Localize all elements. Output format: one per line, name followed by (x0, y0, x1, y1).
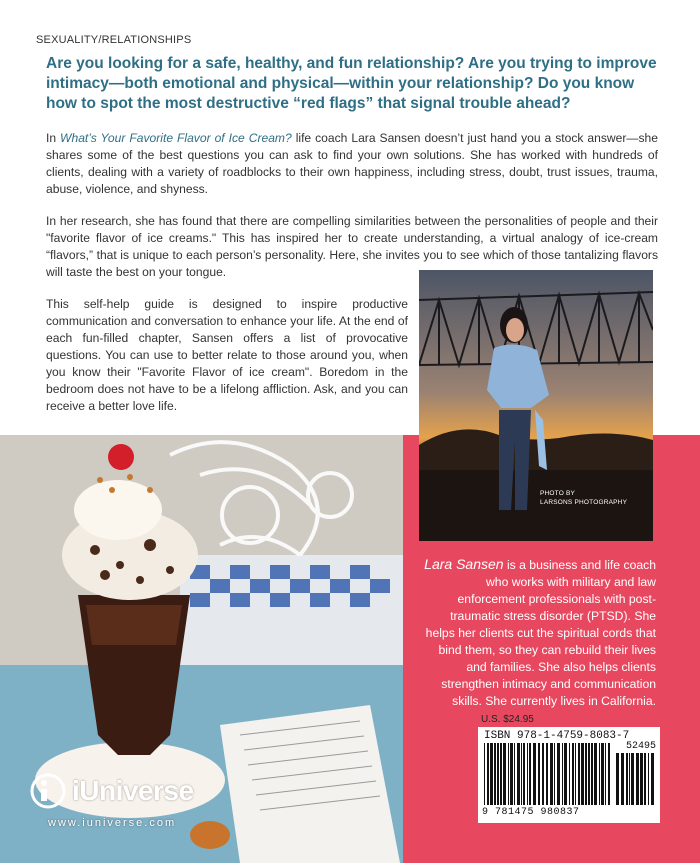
barcode-bar (599, 743, 600, 805)
barcode-bar (510, 743, 513, 805)
barcode-bar (631, 753, 634, 805)
barcode-bar (542, 743, 544, 805)
author-bio (424, 556, 656, 710)
barcode-bar (521, 743, 522, 805)
book-title: What’s Your Favorite Flavor of Ice Cream? (60, 131, 292, 145)
publisher-url: www.iuniverse.com (48, 817, 177, 829)
barcode-main-bars (484, 743, 610, 805)
category-label: SEXUALITY/RELATIONSHIPS (36, 34, 192, 46)
barcode-bar (562, 743, 563, 805)
isbn-number: ISBN 978-1-4759-8083-7 (484, 730, 630, 742)
barcode-bar (648, 753, 649, 805)
headline: Are you looking for a safe, healthy, and fun relationship? Are you trying to improve intimacy—both emotional and physical—within your relationship? Do you know how to spot the most destructive “red flags” that signal trouble ahead? (46, 55, 657, 112)
price-label: U.S. $24.95 (481, 714, 534, 725)
author-name: Lara Sansen (424, 556, 504, 572)
barcode-bar (629, 753, 630, 805)
barcode-bar (569, 743, 570, 805)
barcode-bar (546, 743, 548, 805)
barcode-bar (575, 743, 576, 805)
barcode-bar (644, 753, 646, 805)
barcode-bar (529, 743, 531, 805)
barcode-bar (490, 743, 493, 805)
barcode-bar (585, 743, 587, 805)
photo-credit-line-1: PHOTO BY (540, 490, 576, 497)
isbn-barcode (478, 727, 660, 823)
barcode-bar (601, 743, 604, 805)
barcode-bar (533, 743, 536, 805)
barcode-bar (626, 753, 628, 805)
barcode-price-code: 52495 (625, 741, 656, 752)
barcode-bar (494, 743, 496, 805)
photo-credit (540, 489, 627, 507)
barcode-bar (608, 743, 610, 805)
description-paragraph-3: This self-help guide is designed to inspire productive communication and conversation to enhance your life. At the end of each fun-filled chapter, Sansen offers a list of provocative questions. You can use to better relate to those around you, when you know their "Favorite Flavor of ice cream". Boredom in the bedroom does not have to be a lifelong affliction. Ask, and you can receive a better love life. (46, 297, 408, 413)
barcode-bar (621, 753, 624, 805)
barcode-bar (487, 743, 489, 805)
para1-rest: life coach Lara Sansen doesn’t just hand you a stock answer—she shares some of the best questions you can ask to find your own solutions. She has worked with hundreds of clients, dealing with a variety of roadblocks to their own happiness, including stress, doubt, trust issues, trauma, abuse, violence, and shyness. (46, 131, 658, 196)
barcode-bar (616, 753, 619, 805)
publisher-name: iUniverse (72, 775, 194, 806)
barcode-bar (484, 743, 485, 805)
barcode-bar (581, 743, 584, 805)
barcode-addon-bars (616, 753, 654, 805)
barcode-bar (557, 743, 560, 805)
barcode-bar (651, 753, 654, 805)
barcode-bar (497, 743, 499, 805)
barcode-bar (572, 743, 574, 805)
barcode-bar (578, 743, 580, 805)
description-paragraph-2: In her research, she has found that there are compelling similarities between the personalities of people and their "favorite flavor of ice creams." This has inspired her to create understanding, a virtual analogy of ice-cream “flavors,” that is unique to each person’s personality. Here, she invites you to see which of those tantalizing flavors will taste the best on your tongue. (46, 214, 658, 279)
barcode-bar (500, 743, 502, 805)
barcode-bar (564, 743, 567, 805)
barcode-bar (517, 743, 520, 805)
barcode-bar (588, 743, 590, 805)
para1-prefix: In (46, 131, 61, 145)
barcode-bar (554, 743, 555, 805)
iuniverse-logo-icon (30, 773, 66, 809)
barcode-bar (503, 743, 506, 805)
barcode-bar (527, 743, 528, 805)
photo-credit-line-2: LARSONS PHOTOGRAPHY (540, 499, 628, 506)
barcode-bar (640, 753, 643, 805)
barcode-bar (605, 743, 606, 805)
barcode-bar (636, 753, 639, 805)
barcode-bar (523, 743, 525, 805)
barcode-bar (594, 743, 597, 805)
description-paragraph-1 (46, 130, 658, 198)
barcode-digits: 9 781475 980837 (482, 807, 580, 818)
barcode-bar (538, 743, 540, 805)
barcode-bar (508, 743, 509, 805)
author-bio-text: is a business and life coach who works with military and law enforcement professionals with post-traumatic stress disorder (PTSD). She helps her clients cut the spiritual cords that bind them, so they can rebuild their lives and families. She also helps clients strengthen intimacy and communication skills. She currently lives in California. (425, 558, 656, 708)
barcode-bar (550, 743, 553, 805)
publisher-logo (30, 773, 194, 809)
barcode-bar (514, 743, 515, 805)
barcode-bar (591, 743, 593, 805)
